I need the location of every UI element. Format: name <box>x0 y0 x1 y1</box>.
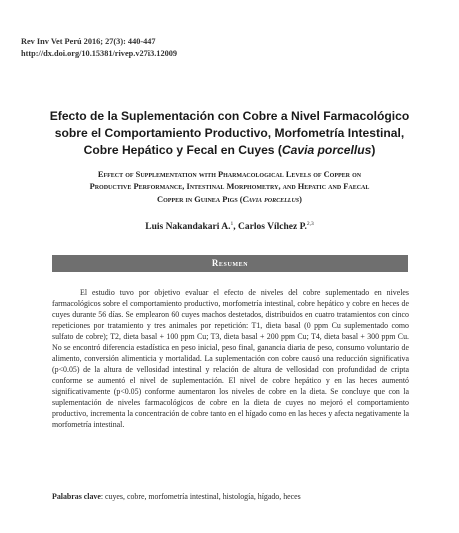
title-spanish <box>26 108 433 159</box>
title-es-line-3 <box>26 142 433 159</box>
keywords-line <box>52 491 412 502</box>
title-es-line-3-suffix: ) <box>371 143 376 157</box>
author-1-name: Luis Nakandakari A. <box>145 222 231 233</box>
author-2-name: Carlos Vílchez P. <box>238 222 307 233</box>
title-es-species: Cavia porcellus <box>281 143 372 157</box>
abstract-body: El estudio tuvo por objetivo evaluar el efecto de niveles del cobre suplementado en niveles farmacológicos sobre el comportamiento productivo, morfometría intestinal, cobre hepático y cobre en heces de cuyes durante 56 días. Se emplearon 60 cuyes machos destetados, distribuidos en cuatro tratamientos con cinco repeticiones por tratamiento y tres animales por repetición: T1, dieta basal (0 ppm Cu suplementado como sulfato de cobre); T2, dieta basal + 100 ppm Cu; T3, dieta basal + 200 ppm Cu; T4, dieta basal + 300 ppm Cu. No se encontró diferencia estadística en peso inicial, peso final, ganancia diaria de peso, consumo voluntario de alimento, conversión alimenticia y mortalidad. La suplementación con cobre causó una reducción significativa (p<0.05) de la altura de vellosidad intestinal y relación de altura de vellosidad con profundidad de cripta conforme se aumentó el nivel de suplementación. El nivel de cobre hepático y en las heces aumentó significativamente (p<0.05) conforme aumentaron los niveles de cobre en la dieta. Se concluye que con la suplementación de niveles farmacológicos de cobre en la dieta de cuyes no mejoró el comportamiento productivo, incrementa la concentración de cobre tanto en el hígado como en las heces y afecta negativamente la morfometría intestinal. <box>52 288 409 429</box>
keywords-text: : cuyes, cobre, morfometría intestinal, histología, hígado, heces <box>100 492 301 501</box>
author-1-affiliation: 1 <box>230 221 234 227</box>
title-es-line-1: Efecto de la Suplementación con Cobre a Nivel Farmacológico <box>49 109 410 123</box>
title-en-line-3-suffix: ) <box>299 194 302 204</box>
author-separator: , <box>233 222 239 233</box>
title-en-species: Cavia porcellus <box>242 194 300 204</box>
title-es-line-2: sobre el Comportamiento Productivo, Morfometría Intestinal, <box>54 126 405 140</box>
title-en-line-3-prefix: Copper in Guinea Pigs ( <box>157 194 243 204</box>
author-list <box>0 221 459 232</box>
citation-header <box>21 36 177 59</box>
title-es-line-3-prefix: Cobre Hepático y Fecal en Cuyes ( <box>83 143 282 157</box>
abstract-heading-banner: Resumen <box>52 255 408 272</box>
title-english <box>24 169 435 206</box>
keywords-label: Palabras clave <box>52 492 101 501</box>
title-en-line-2: Productive Performance, Intestinal Morphometry, and Hepatic and Faecal <box>89 182 370 192</box>
title-en-line-3 <box>24 194 435 206</box>
doi-link[interactable]: http://dx.doi.org/10.15381/rivep.v27i3.12009 <box>21 48 178 58</box>
journal-citation: Rev Inv Vet Perú 2016; 27(3): 440-447 <box>21 37 156 46</box>
title-en-line-1: Effect of Supplementation with Pharmacological Levels of Copper on <box>97 170 362 179</box>
author-2-affiliation: 2,3 <box>306 221 314 227</box>
